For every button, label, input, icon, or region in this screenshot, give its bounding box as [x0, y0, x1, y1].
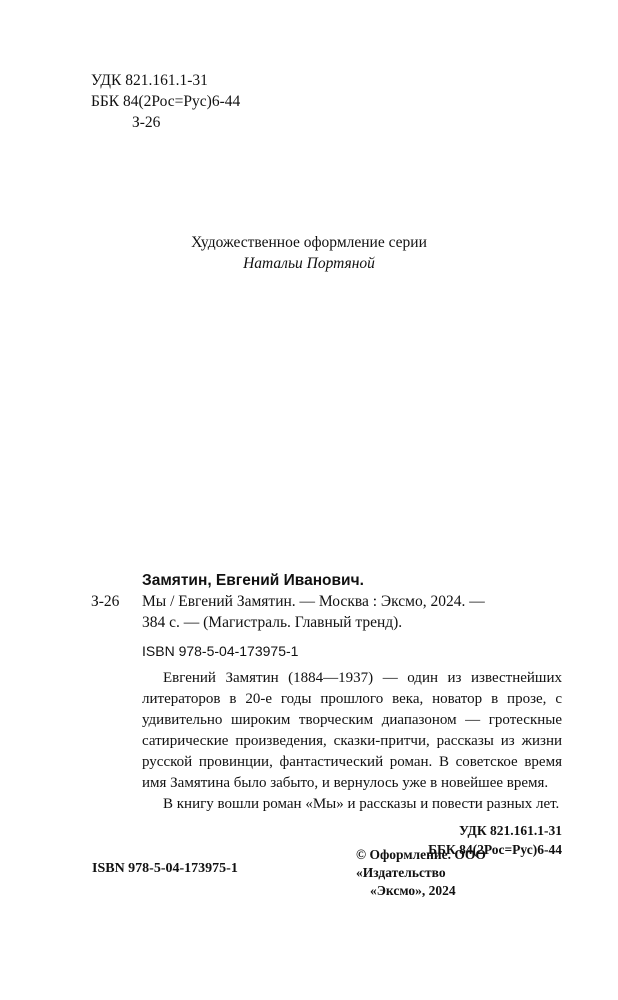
- card-description: [142, 668, 562, 815]
- card-cipher: З-26: [91, 593, 120, 610]
- udk-header: [91, 70, 240, 133]
- card-bbk: ББК 84(2Рос=Рус)6-44: [428, 842, 562, 857]
- bbk-code: ББК 84(2Рос=Рус)6-44: [91, 93, 241, 110]
- design-credit: [0, 232, 618, 274]
- card-title-line-1: Мы / Евгений Замятин. — Москва : Эксмо, 2024. —: [142, 593, 485, 610]
- description-paragraph-1: Евгений Замятин (1884—1937) — один из известнейших литераторов в 20-е годы прошлого века, новатор в прозе, с удивительно широким творческим диапазоном — гротескные сатирические произведения, сказки-притчи, рассказы из жизни русской провинции, фантастический роман. В советское время имя Замятина было забыто, и вернулось уже в новейшее время.: [142, 670, 562, 791]
- description-paragraph-2: В книгу вошли роман «Мы» и рассказы и повести разных лет.: [163, 796, 560, 812]
- card-title-line-2: 384 с. — (Магистраль. Главный тренд).: [142, 614, 403, 631]
- designer-name: Натальи Портяной: [243, 255, 375, 272]
- copyright-line-2: «Эксмо», 2024: [370, 883, 456, 898]
- copyright-line-1: © Оформление. ООО «Издательство: [356, 847, 486, 880]
- card-author: Замятин, Евгений Иванович.: [142, 572, 364, 589]
- design-credit-label: Художественное оформление серии: [191, 234, 427, 251]
- card-udk: УДК 821.161.1-31: [459, 823, 562, 838]
- footer-isbn: ISBN 978-5-04-173975-1: [92, 861, 238, 876]
- card-isbn: ISBN 978-5-04-173975-1: [142, 643, 299, 659]
- author-cipher: З-26: [132, 114, 161, 131]
- udk-code: УДК 821.161.1-31: [91, 72, 208, 89]
- catalog-card: [142, 570, 562, 859]
- copyright-notice: [356, 846, 571, 900]
